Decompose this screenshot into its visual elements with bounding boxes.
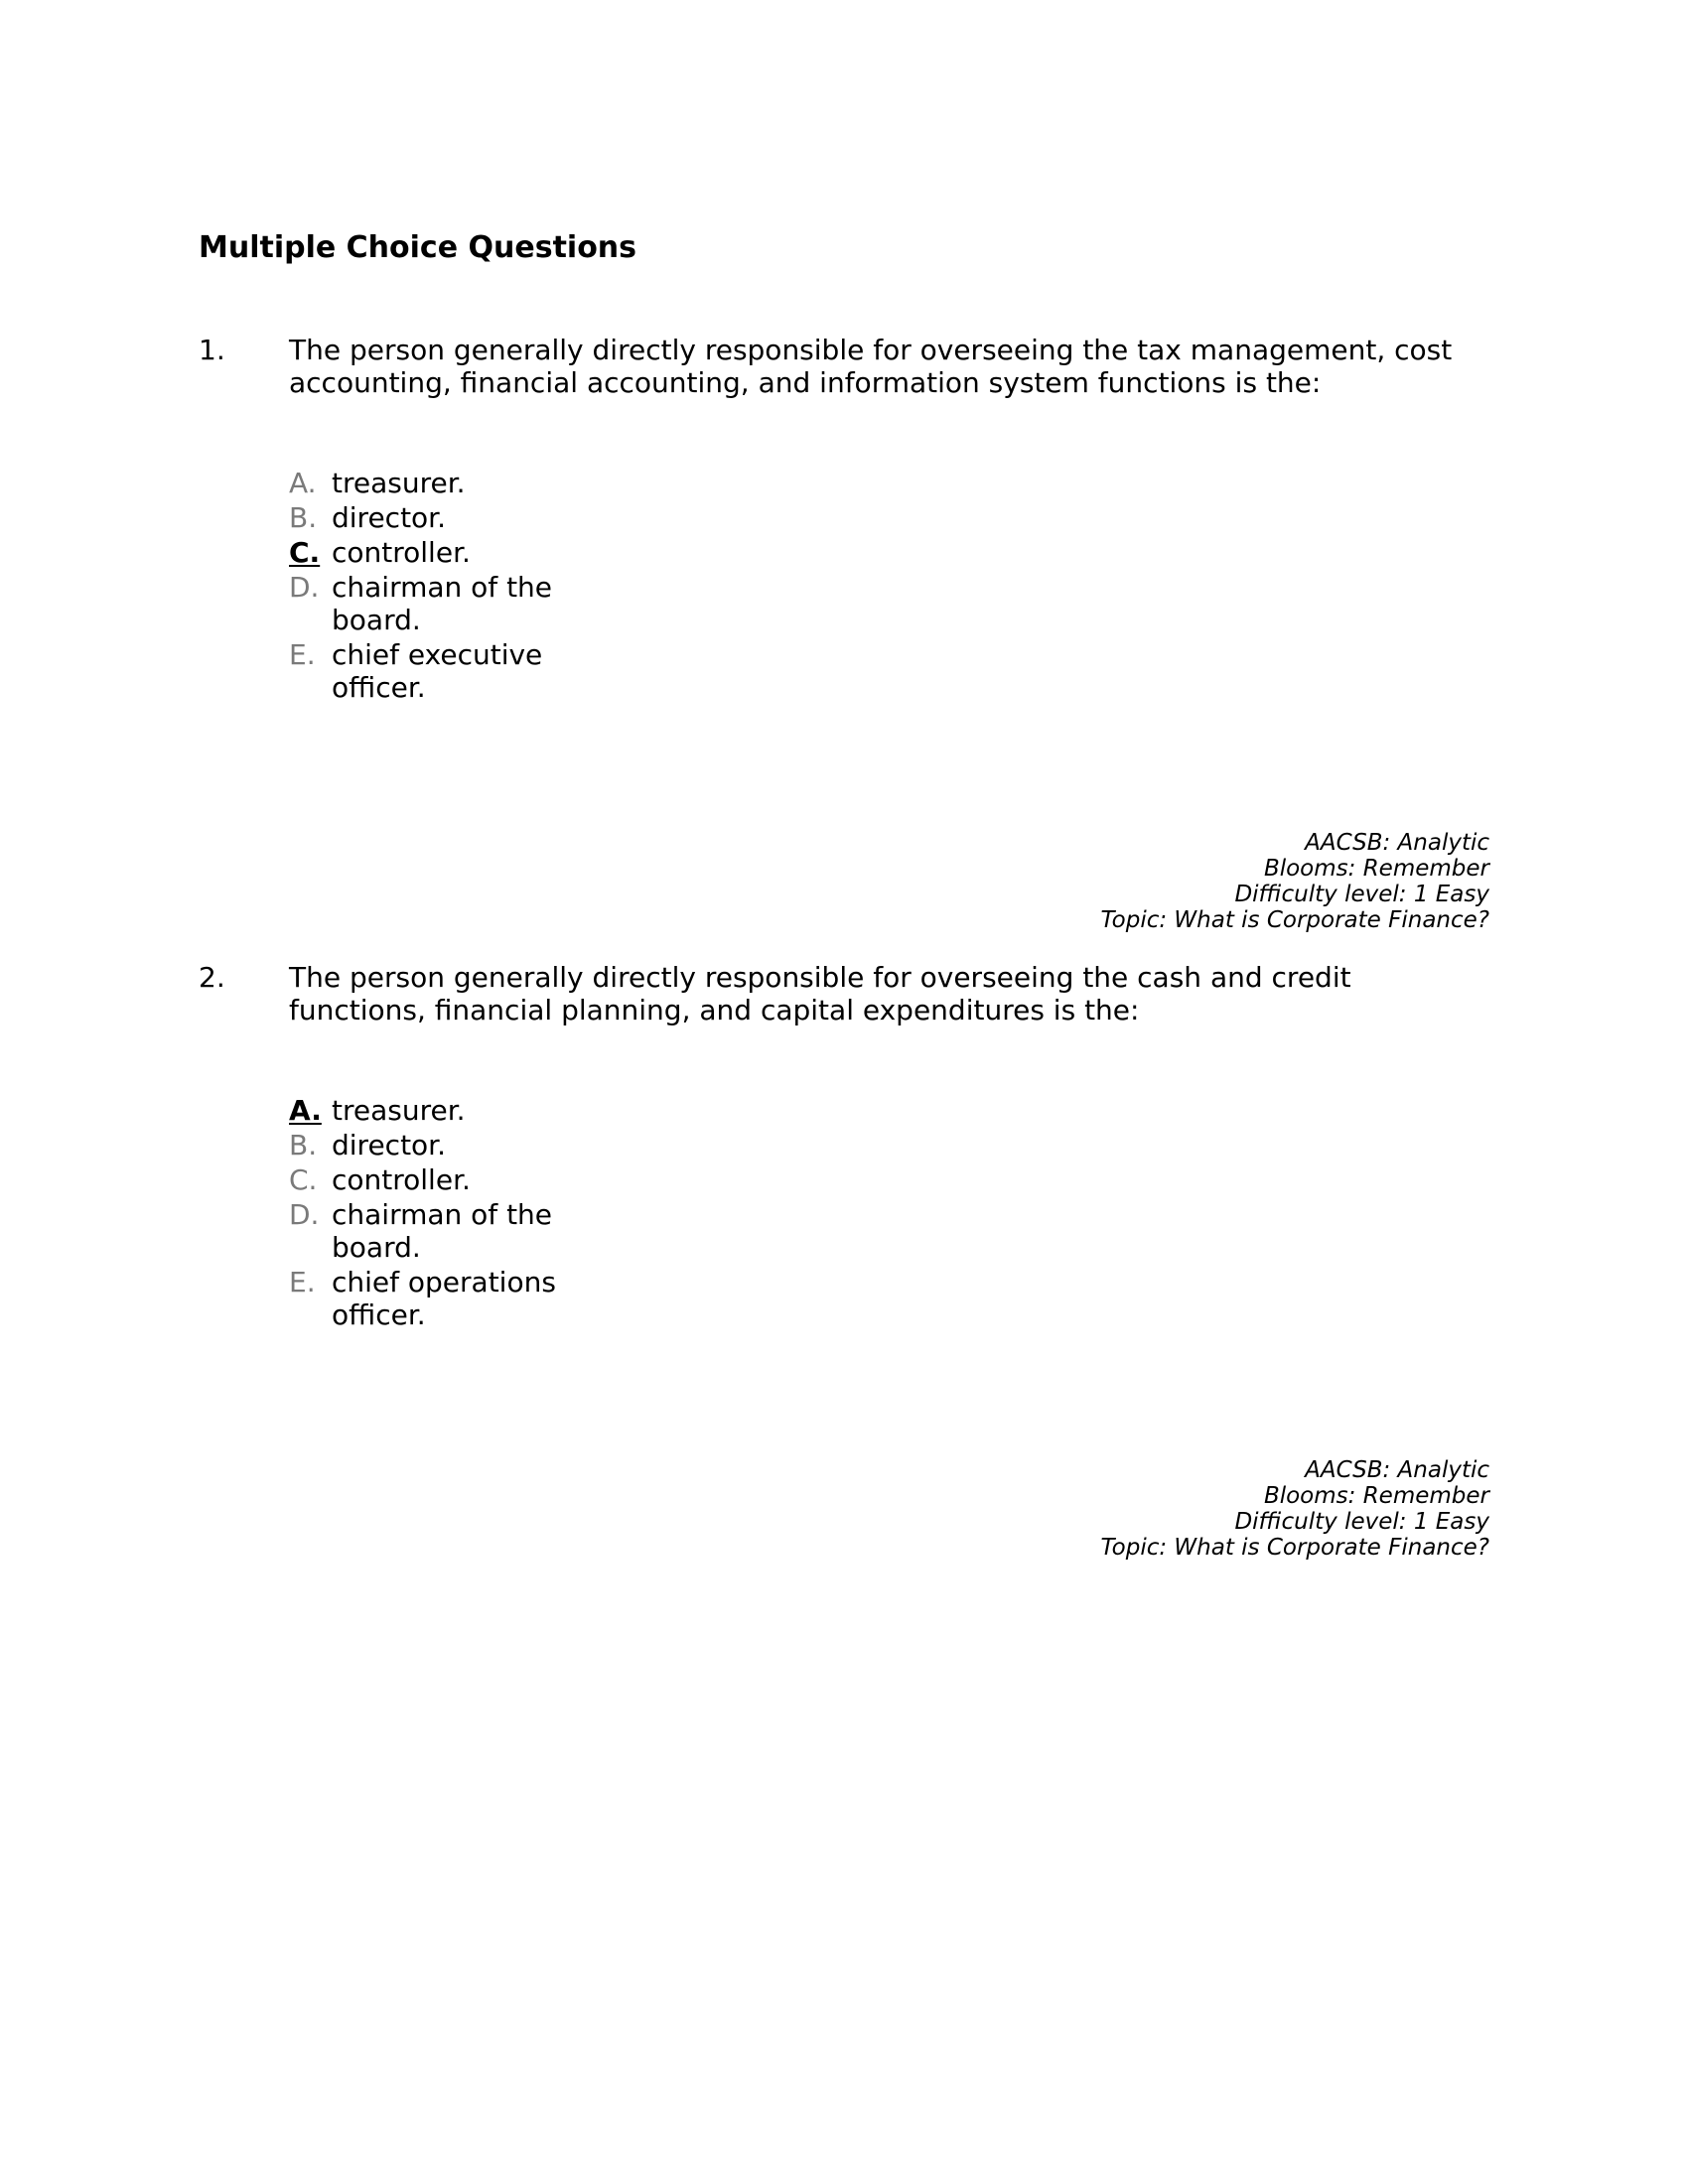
option-letter-correct: C.	[289, 536, 321, 569]
option-text: controller.	[332, 1163, 471, 1196]
option-c	[289, 536, 570, 569]
answer-options	[289, 1094, 570, 1333]
aacsb-tag: AACSB: Analytic	[1305, 830, 1489, 856]
option-text: chairman of the board.	[332, 571, 553, 636]
option-e	[289, 1266, 570, 1331]
question-metadata	[894, 1457, 1489, 1561]
option-c	[289, 1163, 570, 1196]
option-text: treasurer.	[332, 1094, 466, 1127]
option-b	[289, 1129, 570, 1161]
question-number: 1.	[199, 334, 225, 366]
option-letter: A.	[289, 467, 317, 499]
option-d	[289, 1198, 570, 1264]
option-text: treasurer.	[332, 467, 466, 499]
option-d	[289, 571, 570, 636]
difficulty-tag: Difficulty level: 1 Easy	[1234, 882, 1489, 907]
topic-tag: Topic: What is Corporate Finance?	[1100, 907, 1489, 933]
option-e	[289, 638, 570, 704]
blooms-tag: Blooms: Remember	[1263, 1483, 1489, 1509]
question-text: The person generally directly responsible for overseeing the tax management, cost accounting, financial accounting, and information system functions is the:	[289, 334, 1453, 399]
question-text: The person generally directly responsible for overseeing the cash and credit functions, financial planning, and capital expenditures is the:	[289, 961, 1351, 1026]
option-letter: B.	[289, 501, 318, 534]
question-metadata	[894, 830, 1489, 933]
option-text: director.	[332, 1129, 447, 1161]
option-b	[289, 501, 570, 534]
option-letter: D.	[289, 1198, 320, 1231]
answer-options	[289, 467, 570, 706]
question-number: 2.	[199, 961, 225, 994]
option-letter: B.	[289, 1129, 318, 1161]
option-text: controller.	[332, 536, 471, 569]
aacsb-tag: AACSB: Analytic	[1305, 1457, 1489, 1483]
difficulty-tag: Difficulty level: 1 Easy	[1234, 1509, 1489, 1535]
option-a	[289, 467, 570, 499]
topic-tag: Topic: What is Corporate Finance?	[1100, 1535, 1489, 1561]
option-text: director.	[332, 501, 447, 534]
option-a	[289, 1094, 570, 1127]
option-text: chief operations officer.	[332, 1266, 556, 1331]
option-letter: E.	[289, 638, 316, 671]
page-title: Multiple Choice Questions	[199, 230, 637, 265]
blooms-tag: Blooms: Remember	[1263, 856, 1489, 882]
option-letter: C.	[289, 1163, 318, 1196]
option-text: chief executive officer.	[332, 638, 543, 704]
option-text: chairman of the board.	[332, 1198, 553, 1264]
option-letter: E.	[289, 1266, 316, 1298]
option-letter: D.	[289, 571, 320, 604]
option-letter-correct: A.	[289, 1094, 322, 1127]
